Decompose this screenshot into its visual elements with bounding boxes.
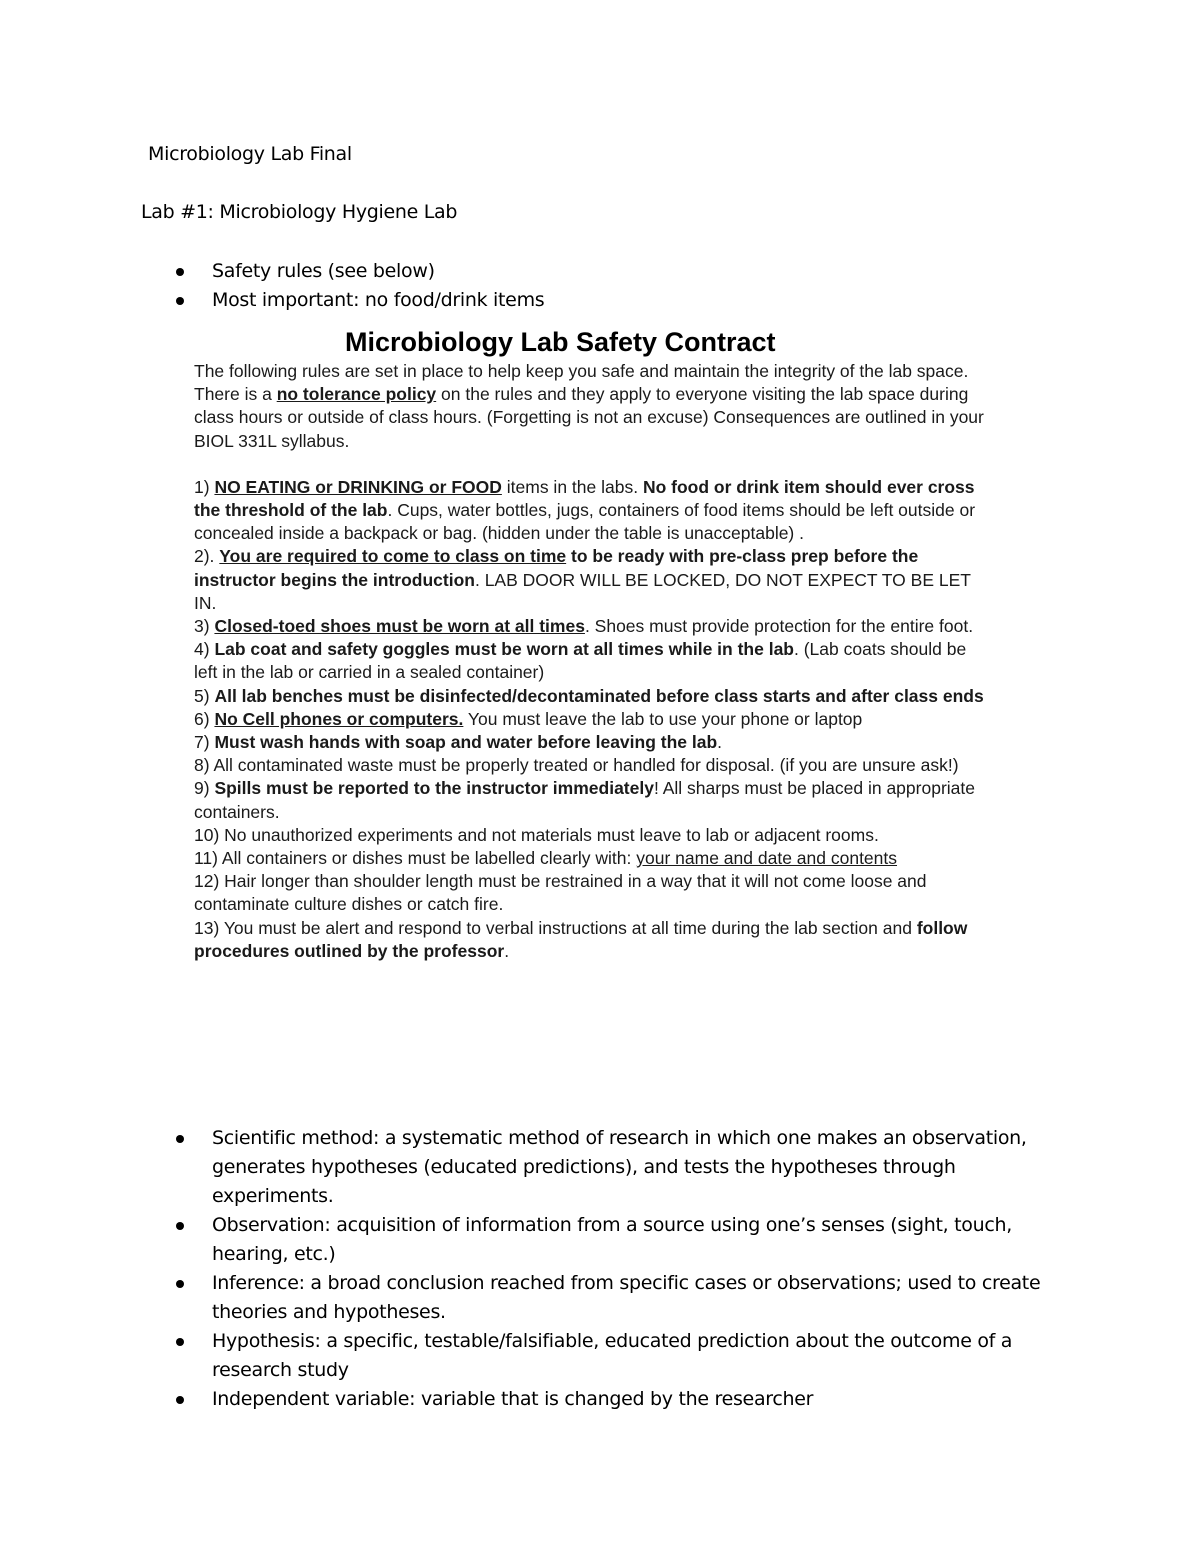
rule-8: 8) All contaminated waste must be properly treated or handled for disposal. (if you are unsure ask!) [194, 755, 959, 776]
contract-intro: The following rules are set in place to help keep you safe and maintain the integrity of the lab space. There is a no tolerance policy on the rules and they apply to everyone visiting the lab space during class hours or outside of class hours. (Forgetting is not an excuse) Consequences are outlined in your BIOL 331L syllabus. [194, 361, 984, 451]
bullet-icon [176, 268, 184, 276]
list-item: Most important: no food/drink items [0, 286, 1072, 315]
list-item: Observation: acquisition of information from a source using one’s senses (sight, touch, hearing, etc.) [0, 1211, 1072, 1269]
rule-10: 10) No unauthorized experiments and not materials must leave to lab or adjacent rooms. [194, 824, 879, 845]
list-item: Independent variable: variable that is changed by the researcher [0, 1385, 1072, 1414]
bullet-icon [176, 1396, 184, 1404]
lab-heading: Lab #1: Microbiology Hygiene Lab [141, 201, 458, 223]
safety-contract [194, 360, 994, 963]
bullet-icon [176, 297, 184, 305]
rule-2: 2). You are required to come to class on time to be ready with pre-class prep before the instructor begins the introduction. LAB DOOR WILL BE LOCKED, DO NOT EXPECT TO BE LET IN. [194, 546, 971, 613]
rule-4: 4) Lab coat and safety goggles must be worn at all times while in the lab. (Lab coats should be left in the lab or carried in a sealed container) [194, 639, 967, 683]
rule-13: 13) You must be alert and respond to verbal instructions at all time during the lab section and follow procedures outlined by the professor. [194, 917, 968, 961]
rule-11: 11) All containers or dishes must be labelled clearly with: your name and date and contents [194, 848, 898, 869]
rule-5: 5) All lab benches must be disinfected/decontaminated before class starts and after class ends [194, 685, 984, 706]
rule-1: 1) NO EATING or DRINKING or FOOD items in the labs. No food or drink item should ever cross the threshold of the lab. Cups, water bottles, jugs, containers of food items should be left outside or concealed inside a backpack or bag. (hidden under the table is unacceptable) . [194, 476, 976, 544]
bullet-icon [176, 1135, 184, 1143]
document-title: Microbiology Lab Final [148, 143, 352, 165]
rule-7: 7) Must wash hands with soap and water before leaving the lab. [194, 732, 723, 753]
bullet-icon [176, 1222, 184, 1230]
bullet-icon [176, 1338, 184, 1346]
list-item: Inference: a broad conclusion reached from specific cases or observations; used to create theories and hypotheses. [0, 1269, 1072, 1327]
list-item: Scientific method: a systematic method of research in which one makes an observation, generates hypotheses (educated predictions), and tests the hypotheses through experiments. [0, 1124, 1072, 1211]
bullet-icon [176, 1280, 184, 1288]
top-bullet-list [0, 257, 1072, 315]
contract-title: Microbiology Lab Safety Contract [345, 327, 776, 357]
definitions-list [0, 1124, 1072, 1414]
list-item: Safety rules (see below) [0, 257, 1072, 286]
rule-3: 3) Closed-toed shoes must be worn at all times. Shoes must provide protection for the entire foot. [194, 616, 974, 637]
rule-6: 6) No Cell phones or computers. You must leave the lab to use your phone or laptop [194, 708, 863, 729]
rule-12: 12) Hair longer than shoulder length must be restrained in a way that it will not come loose and contaminate culture dishes or catch fire. [194, 871, 927, 915]
list-item: Hypothesis: a specific, testable/falsifiable, educated prediction about the outcome of a research study [0, 1327, 1072, 1385]
rule-9: 9) Spills must be reported to the instructor immediately! All sharps must be placed in appropriate containers. [194, 778, 975, 822]
